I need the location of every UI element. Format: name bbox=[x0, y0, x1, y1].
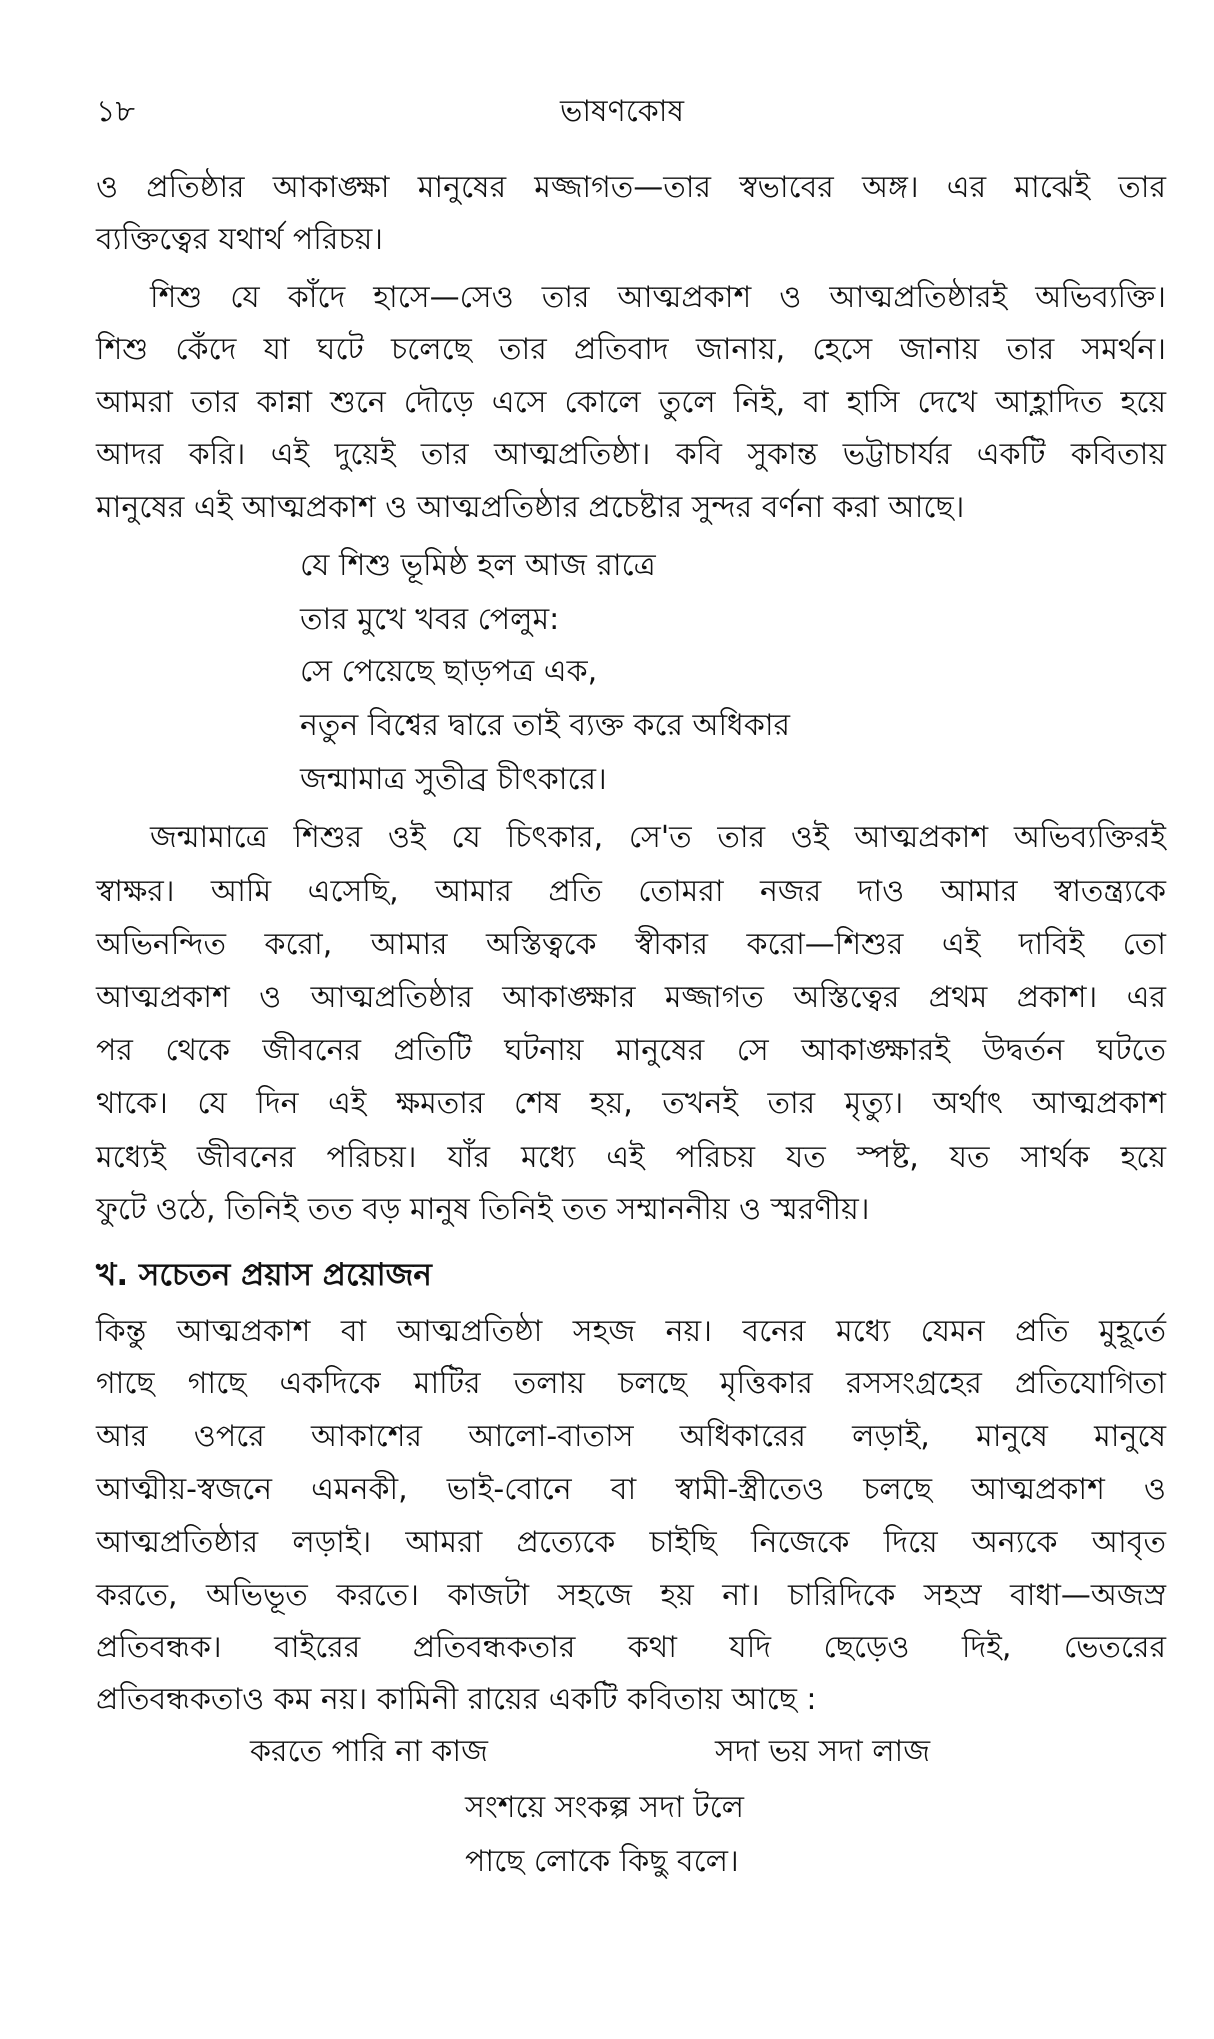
poem-line: পাছে লোকে কিছু বলে। bbox=[465, 1844, 739, 1879]
text-line: জন্মামাত্রে শিশুর ওই যে চিৎকার, সে'ত তার ওই আত্মপ্রকাশ অভিব্যক্তিরই bbox=[150, 820, 1166, 855]
text-line: স্বাক্ষর। আমি এসেছি, আমার প্রতি তোমরা নজর দাও আমার স্বাতন্ত্র্যকে bbox=[96, 874, 1166, 909]
running-title: ভাষণকোষ bbox=[560, 94, 685, 129]
text-line: শিশু যে কাঁদে হাসে—সেও তার আত্মপ্রকাশ ও আত্মপ্রতিষ্ঠারই অভিব্যক্তি। bbox=[150, 280, 1166, 315]
text-line: পর থেকে জীবনের প্রতিটি ঘটনায় মানুষের সে আকাঙ্ক্ষারই উদ্বর্তন ঘটতে bbox=[96, 1033, 1166, 1068]
page-number: ১৮ bbox=[96, 94, 135, 129]
text-line: করতে, অভিভূত করতে। কাজটা সহজে হয় না। চারিদিকে সহস্র বাধা—অজস্র bbox=[96, 1578, 1166, 1613]
text-line: প্রতিবন্ধকতাও কম নয়। কামিনী রায়ের একটি কবিতায় আছে : bbox=[96, 1682, 817, 1717]
text-line: আমরা তার কান্না শুনে দৌড়ে এসে কোলে তুলে নিই, বা হাসি দেখে আহ্লাদিত হয়ে bbox=[96, 385, 1167, 420]
text-line: প্রতিবন্ধক। বাইরের প্রতিবন্ধকতার কথা যদি ছেড়েও দিই, ভেতরের bbox=[96, 1630, 1166, 1665]
poem-line: সদা ভয় সদা লাজ bbox=[715, 1734, 931, 1769]
text-line: আত্মপ্রতিষ্ঠার লড়াই। আমরা প্রত্যেকে চাইছি নিজেকে দিয়ে অন্যকে আবৃত bbox=[96, 1525, 1166, 1560]
text-line: অভিনন্দিত করো, আমার অস্তিত্বকে স্বীকার করো—শিশুর এই দাবিই তো bbox=[96, 927, 1166, 962]
poem-line: সে পেয়েছে ছাড়পত্র এক, bbox=[300, 654, 598, 689]
text-line: আত্মপ্রকাশ ও আত্মপ্রতিষ্ঠার আকাঙ্ক্ষার মজ্জাগত অস্তিত্বের প্রথম প্রকাশ। এর bbox=[96, 980, 1166, 1015]
text-line: মানুষের এই আত্মপ্রকাশ ও আত্মপ্রতিষ্ঠার প্রচেষ্টার সুন্দর বর্ণনা করা আছে। bbox=[96, 490, 965, 525]
text-line: কিন্তু আত্মপ্রকাশ বা আত্মপ্রতিষ্ঠা সহজ নয়। বনের মধ্যে যেমন প্রতি মুহূর্তে bbox=[96, 1314, 1166, 1349]
text-line: আর ওপরে আকাশের আলো-বাতাস অধিকারের লড়াই, মানুষে মানুষে bbox=[96, 1419, 1166, 1454]
section-heading: খ. সচেতন প্রয়াস প্রয়োজন bbox=[96, 1257, 432, 1293]
poem-line: করতে পারি না কাজ bbox=[250, 1734, 488, 1769]
text-line: ব্যক্তিত্বের যথার্থ পরিচয়। bbox=[96, 222, 383, 257]
text-line: মধ্যেই জীবনের পরিচয়। যাঁর মধ্যে এই পরিচয় যত স্পষ্ট, যত সার্থক হয়ে bbox=[96, 1140, 1166, 1175]
poem-line: সংশয়ে সংকল্প সদা টলে bbox=[465, 1790, 744, 1825]
text-line: শিশু কেঁদে যা ঘটে চলেছে তার প্রতিবাদ জানায়, হেসে জানায় তার সমর্থন। bbox=[96, 332, 1166, 367]
poem-line: নতুন বিশ্বের দ্বারে তাই ব্যক্ত করে অধিকার bbox=[300, 708, 791, 743]
poem-line: তার মুখে খবর পেলুম: bbox=[300, 602, 560, 637]
text-line: থাকে। যে দিন এই ক্ষমতার শেষ হয়, তখনই তার মৃত্যু। অর্থাৎ আত্মপ্রকাশ bbox=[96, 1086, 1166, 1121]
text-line: আদর করি। এই দুয়েই তার আত্মপ্রতিষ্ঠা। কবি সুকান্ত ভট্টাচার্যর একটি কবিতায় bbox=[96, 437, 1166, 472]
poem-line: জন্মামাত্র সুতীব্র চীৎকারে। bbox=[300, 762, 607, 797]
text-line: ফুটে ওঠে, তিনিই তত বড় মানুষ তিনিই তত সম্মাননীয় ও স্মরণীয়। bbox=[96, 1192, 870, 1227]
poem-line: যে শিশু ভূমিষ্ঠ হল আজ রাত্রে bbox=[300, 548, 656, 583]
text-line: ও প্রতিষ্ঠার আকাঙ্ক্ষা মানুষের মজ্জাগত—তার স্বভাবের অঙ্গ। এর মাঝেই তার bbox=[96, 170, 1166, 205]
text-line: গাছে গাছে একদিকে মাটির তলায় চলছে মৃত্তিকার রসসংগ্রহের প্রতিযোগিতা bbox=[96, 1366, 1166, 1401]
text-line: আত্মীয়-স্বজনে এমনকী, ভাই-বোনে বা স্বামী-স্ত্রীতেও চলছে আত্মপ্রকাশ ও bbox=[96, 1472, 1166, 1507]
